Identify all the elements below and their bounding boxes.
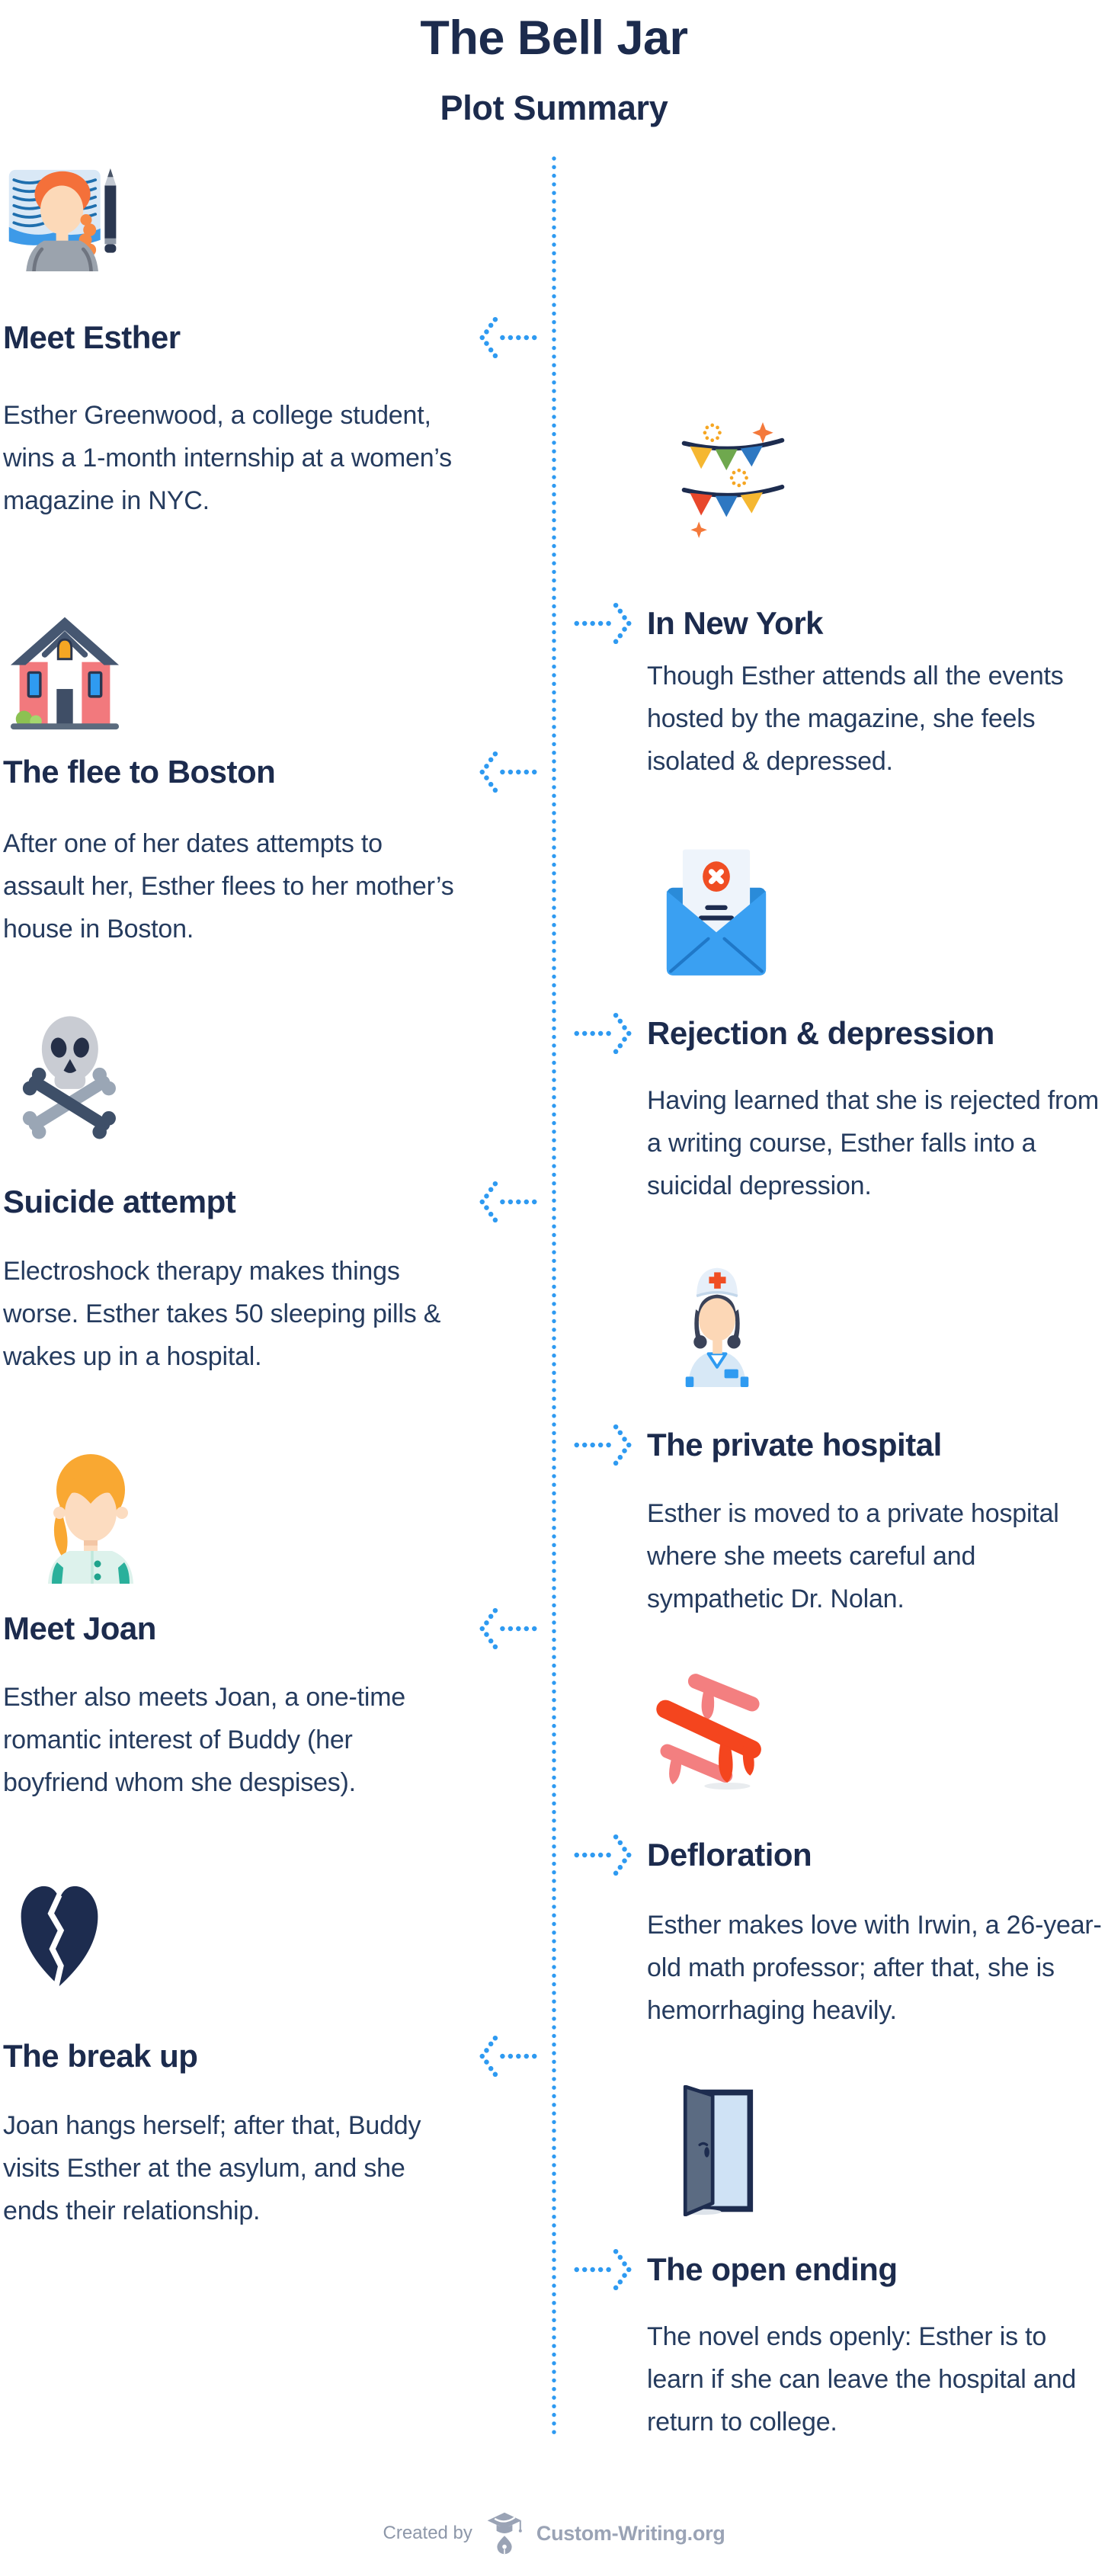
footer [0, 2509, 1108, 2558]
entry-body: Esther Greenwood, a college student, wins a 1-month internship at a women’s magazine in NYC. [3, 401, 452, 515]
entry-title: Rejection & depression [647, 1015, 994, 1051]
broken-heart-icon [17, 1876, 102, 1992]
party-flags-icon [674, 421, 793, 541]
arrow-right-icon [573, 1832, 632, 1878]
entry-title: The flee to Boston [3, 754, 276, 790]
arrow-right-icon [573, 1422, 632, 1468]
entry-body: Having learned that she is rejected from a writing course, Esther falls into a suicidal depression. [647, 1086, 1099, 1200]
entry-title: The break up [3, 2038, 198, 2074]
entry-title: Meet Esther [3, 319, 181, 355]
brand-label: Custom-Writing.org [536, 2521, 725, 2545]
entry-body: Joan hangs herself; after that, Buddy visits Esther at the asylum, and she ends their relationship. [3, 2111, 421, 2225]
open-door-icon [675, 2085, 754, 2216]
entry-title: Defloration [647, 1837, 812, 1873]
entry-title: In New York [647, 605, 824, 641]
entry-body: After one of her dates attempts to assault her, Esther flees to her mother’s house in Boston. [3, 829, 454, 944]
page-title: The Bell Jar [420, 11, 688, 65]
entry-title: Meet Joan [3, 1610, 156, 1646]
entry-title: Suicide attempt [3, 1184, 236, 1219]
arrow-left-icon [479, 749, 538, 795]
house-icon [9, 604, 120, 735]
arrow-left-icon [479, 1179, 538, 1225]
arrow-left-icon [479, 2033, 538, 2079]
entry-body: Electroshock therapy makes things worse. Esther takes 50 sleeping pills & wakes up in a hospital. [3, 1257, 441, 1371]
blood-icon [646, 1664, 787, 1795]
arrow-right-icon [573, 1011, 632, 1056]
arrow-right-icon [573, 601, 632, 646]
page-subtitle: Plot Summary [440, 88, 668, 127]
arrow-right-icon [573, 2247, 632, 2292]
entry-body: Though Esther attends all the events hosted by the magazine, she feels isolated & depressed. [647, 662, 1064, 776]
entry-title: The open ending [647, 2251, 898, 2287]
arrow-left-icon [479, 315, 538, 360]
graduation-cap-pen-logo-icon [486, 2510, 523, 2556]
esther-portrait-icon [6, 157, 120, 271]
arrow-left-icon [479, 1606, 538, 1652]
skull-crossbones-icon [12, 1009, 125, 1145]
entry-body: Esther also meets Joan, a one-time romantic interest of Buddy (her boyfriend whom she despises). [3, 1683, 406, 1797]
joan-portrait-icon [42, 1443, 141, 1584]
entry-body: Esther makes love with Irwin, a 26-year-old math professor; after that, she is hemorrhaging heavily. [647, 1911, 1102, 2025]
created-by-label: Created by [383, 2523, 472, 2543]
nurse-icon [680, 1258, 754, 1387]
entry-body: The novel ends openly: Esther is to learn if she can leave the hospital and return to college. [647, 2322, 1077, 2437]
entry-body: Esther is moved to a private hospital where she meets careful and sympathetic Dr. Nolan. [647, 1499, 1059, 1613]
timeline-dotted-line [550, 154, 558, 2439]
rejection-letter-icon [652, 838, 780, 980]
entry-title: The private hospital [647, 1427, 942, 1463]
